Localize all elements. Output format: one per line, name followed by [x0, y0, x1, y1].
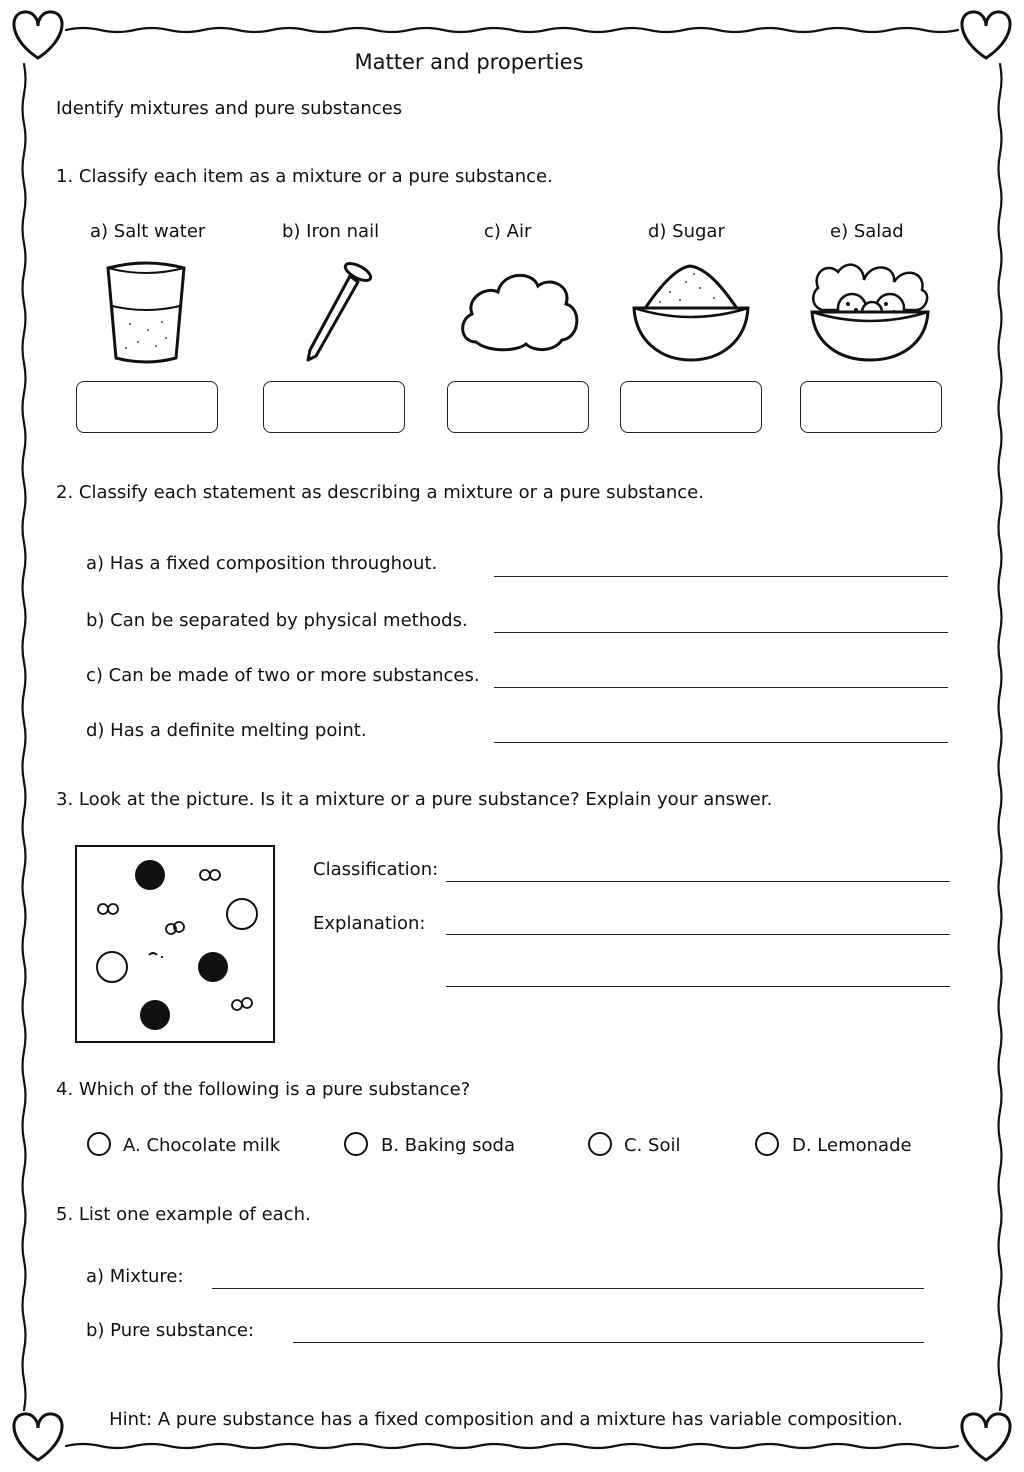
item-label-iron-nail: b) Iron nail	[282, 221, 380, 242]
statement-b: b) Can be separated by physical methods.	[86, 610, 468, 631]
option-a-label: A. Chocolate milk	[123, 1135, 281, 1156]
answer-box-sugar[interactable]	[620, 381, 762, 433]
particle-picture	[75, 845, 275, 1043]
statement-d: d) Has a definite melting point.	[86, 720, 367, 741]
explanation-answer-line[interactable]	[446, 934, 950, 935]
answer-line-statement-a[interactable]	[494, 576, 948, 577]
question-1-prompt: 1. Classify each item as a mixture or a pure substance.	[56, 166, 553, 187]
radio-option-b[interactable]	[344, 1132, 368, 1156]
cloud-icon	[456, 268, 582, 354]
radio-option-c[interactable]	[588, 1132, 612, 1156]
classification-label: Classification:	[313, 859, 439, 880]
item-label-salad: e) Salad	[830, 221, 904, 242]
question-2-prompt: 2. Classify each statement as describing a mixture or a pure substance.	[56, 482, 704, 503]
salad-bowl-icon	[808, 258, 932, 364]
classification-answer-line[interactable]	[446, 881, 950, 882]
question-5-prompt: 5. List one example of each.	[56, 1204, 311, 1225]
answer-line-statement-b[interactable]	[494, 632, 948, 633]
mixture-answer-line[interactable]	[212, 1288, 924, 1289]
answer-box-iron-nail[interactable]	[263, 381, 405, 433]
answer-line-statement-d[interactable]	[494, 742, 948, 743]
answer-box-air[interactable]	[447, 381, 589, 433]
question-3-prompt: 3. Look at the picture. Is it a mixture or a pure substance? Explain your answer.	[56, 789, 773, 810]
question-4-prompt: 4. Which of the following is a pure substance?	[56, 1079, 471, 1100]
option-c-label: C. Soil	[624, 1135, 681, 1156]
item-label-sugar: d) Sugar	[648, 221, 725, 242]
explanation-answer-line-2[interactable]	[446, 986, 950, 987]
item-label-salt-water: a) Salt water	[90, 221, 206, 242]
bowl-of-sugar-icon	[630, 262, 752, 362]
pure-substance-label: b) Pure substance:	[86, 1320, 255, 1341]
glass-of-salt-water-icon	[100, 258, 192, 368]
page-title: Matter and properties	[354, 50, 584, 74]
option-b-label: B. Baking soda	[381, 1135, 515, 1156]
answer-line-statement-c[interactable]	[494, 687, 948, 688]
item-label-air: c) Air	[484, 221, 532, 242]
molecule-marks	[77, 847, 273, 1041]
radio-option-d[interactable]	[755, 1132, 779, 1156]
explanation-label: Explanation:	[313, 913, 426, 934]
answer-box-salt-water[interactable]	[76, 381, 218, 433]
statement-a: a) Has a fixed composition throughout.	[86, 553, 438, 574]
statement-c: c) Can be made of two or more substances.	[86, 665, 480, 686]
option-d-label: D. Lemonade	[792, 1135, 912, 1156]
radio-option-a[interactable]	[87, 1132, 111, 1156]
page-subtitle: Identify mixtures and pure substances	[56, 98, 403, 119]
pure-substance-answer-line[interactable]	[293, 1342, 924, 1343]
answer-box-salad[interactable]	[800, 381, 942, 433]
iron-nail-icon	[298, 262, 382, 366]
mixture-label: a) Mixture:	[86, 1266, 184, 1287]
hint-text: Hint: A pure substance has a fixed composition and a mixture has variable composition.	[109, 1409, 903, 1430]
